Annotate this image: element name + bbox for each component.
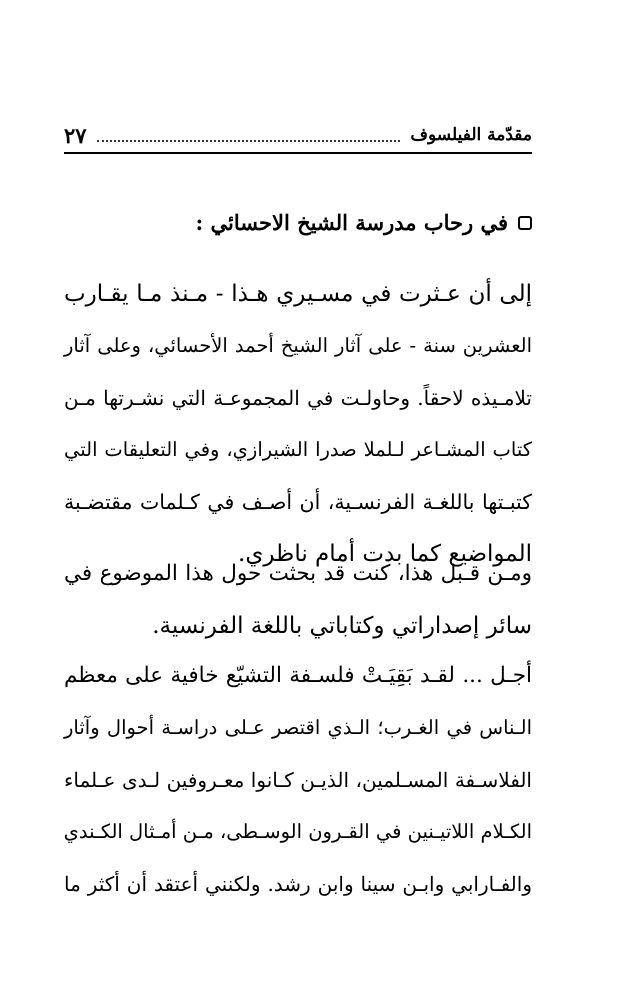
text-line: المواضيع كما بدت أمام ناظري.: [238, 541, 532, 567]
page-number: ٢٧: [64, 122, 87, 148]
text-line: الـناس في الغـرب؛ الـذي اقتصر عـلى دراسـة أحوال وآثار: [64, 716, 532, 739]
header-title: مقدّمة الفيلسوف: [410, 125, 532, 145]
square-bullet-icon: [518, 216, 532, 230]
text-line: الفلاسـفة المسـلمين، الذيـن كـانوا معـروفين لـدى عـلماء: [64, 768, 532, 792]
text-line: سائر إصداراتي وكتاباتي باللغة الفرنسية.: [152, 613, 532, 639]
header-dot-leader: [97, 140, 401, 142]
paragraph-2: [64, 548, 532, 652]
text-line: كتاب المشـاعر لـلملا صدرا الشيرازي، وفي التعليقات التي: [64, 438, 532, 461]
text-line: تلامـيذه لاحقاً. وحاولـت في المجموعـة التي نشـرتها مـن: [64, 386, 532, 410]
section-heading: [64, 210, 532, 235]
paragraph-1: [64, 268, 532, 580]
text-line: العشرين سنة - على آثار الشيخ أحمد الأحسائي، وعلى آثار: [64, 334, 532, 357]
text-line: والفـارابي وابـن سينا وابن رشد. ولكنني أعتقد أن أكثر ما: [64, 872, 532, 896]
text-line: ومـن قـبل هذا، كنت قد بحثت حول هذا الموضوع في: [64, 561, 532, 586]
text-line: كتبـتها باللغـة الفرنسـية، أن أصـف في كـلمات مقتضـبة: [64, 490, 532, 514]
text-line: الكـلام اللاتيـنين في القـرون الوسـطى، مـن أمـثال الكـندي: [63, 820, 532, 843]
section-heading-text: في رحاب مدرسة الشيخ الاحسائي :: [195, 210, 508, 235]
paragraph-3: [64, 650, 532, 910]
text-line: أجـل ... لقـد بَقِيَـتْ فلسـفة التشيّع خافية على معظم: [64, 663, 532, 688]
running-header: [64, 118, 532, 154]
text-line: إلى أن عـثرت في مسـيري هـذا - مـنذ مـا يقـارب: [64, 281, 532, 307]
